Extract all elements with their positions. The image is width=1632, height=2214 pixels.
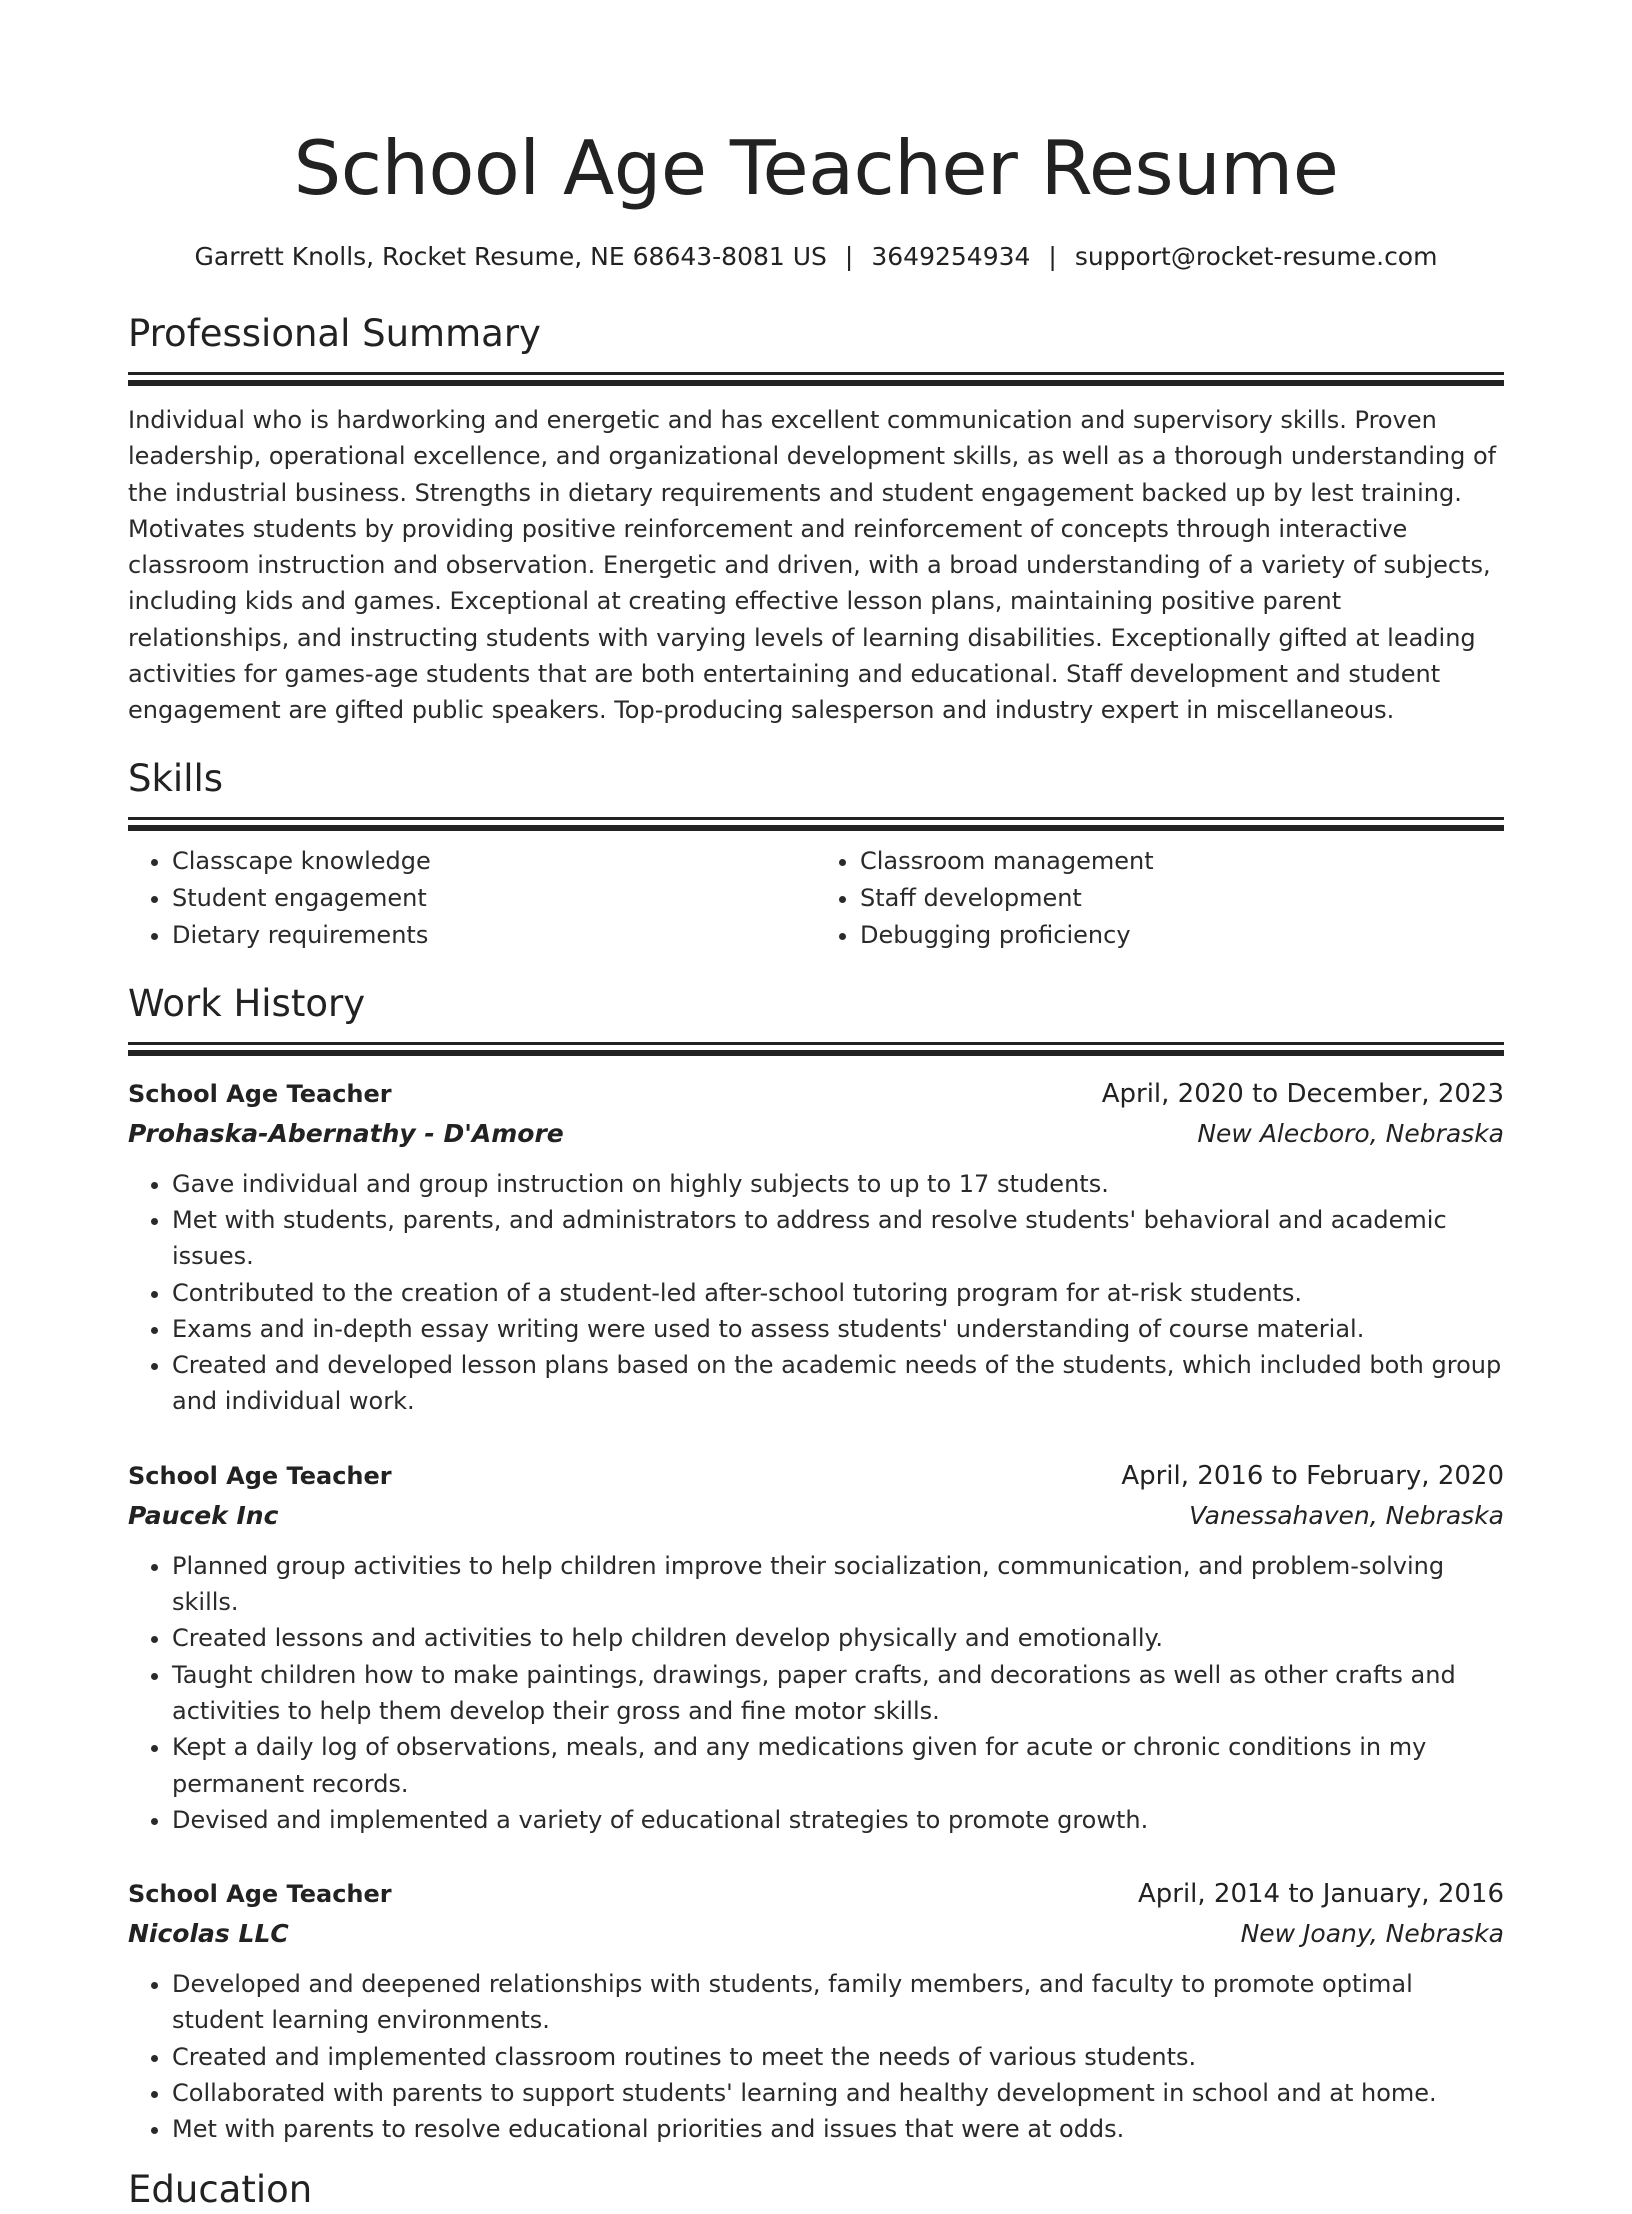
job-location: Vanessahaven, Nebraska [1189,1500,1504,1530]
section-heading-summary: Professional Summary [128,312,541,355]
job-bullet: • Developed and deepened relationships with students, family members, and faculty to promote optimal student learning environments. [172,1966,1504,2039]
job-bullet: • Met with students, parents, and administrators to address and resolve students' behavioral and academic issues. [172,1202,1504,1275]
skills-section [128,755,1504,954]
skill-item: • Student engagement [172,880,816,917]
job-dates: April, 2016 to February, 2020 [1121,1460,1504,1491]
job-header [128,1074,1504,1114]
contact-phone: 3649254934 [871,242,1031,271]
job-bullet: • Created lessons and activities to help children develop physically and emotionally. [172,1620,1504,1656]
job-bullets [128,1548,1504,1838]
job-subheader [128,1114,1504,1154]
section-heading-skills: Skills [128,756,224,800]
work-history-section [128,980,1504,2148]
job-location: New Joany, Nebraska [1240,1919,1504,1949]
job-header [128,1456,1504,1496]
section-divider [128,372,1504,375]
skills-list [128,843,1504,954]
summary-text: Individual who is hardworking and energetic and has excellent communication and supervisory skills. Proven leadership, operational excellence, and organizational development skills, as well as a thorough understanding of the industrial business. Strengths in dietary requirements and student engagement backed up by lest training. Motivates students by providing positive reinforcement and reinforcement of concepts through interactive classroom instruction and observation. Energetic and driven, with a broad understanding of a variety of subjects, including kids and games. Exceptional at creating effective lesson plans, maintaining positive parent relationships, and instructing students with varying levels of learning disabilities. Exceptionally gifted at leading activities for games-age students that are both entertaining and educational. Staff development and student engagement are gifted public speakers. Top-producing salesperson and industry expert in miscellaneous. [128,406,1497,725]
skill-item: • Classcape knowledge [172,843,816,880]
skills-column-left [128,843,816,954]
job-bullet: • Created and implemented classroom routines to meet the needs of various students. [172,2039,1504,2075]
skills-column-right [816,843,1504,954]
job-bullets [128,1166,1504,1420]
job-employer: Nicolas LLC [128,1919,289,1949]
contact-email: support@rocket-resume.com [1074,242,1438,271]
education-section [128,2166,1504,2214]
section-divider [128,825,1504,831]
job-entry [128,1074,1504,1420]
job-employer: Paucek Inc [128,1500,279,1530]
skill-item: • Dietary requirements [172,917,816,954]
section-heading-education: Education [128,2167,313,2211]
job-bullet: • Devised and implemented a variety of educational strategies to promote growth. [172,1802,1504,1838]
job-bullet: • Taught children how to make paintings, drawings, paper crafts, and decorations as well as other crafts and activities to help them develop their gross and fine motor skills. [172,1657,1504,1730]
job-bullet: • Exams and in-depth essay writing were used to assess students' understanding of course material. [172,1311,1504,1347]
resume-title: School Age Teacher Resume [293,124,1339,212]
job-title: School Age Teacher [128,1880,392,1909]
section-divider [128,1050,1504,1056]
skill-item: • Staff development [860,880,1504,917]
job-bullet: • Planned group activities to help children improve their socialization, communication, and problem-solving skills. [172,1548,1504,1621]
job-title: School Age Teacher [128,1079,392,1108]
job-bullet: • Met with parents to resolve educational priorities and issues that were at odds. [172,2111,1504,2147]
job-bullet: • Created and developed lesson plans based on the academic needs of the students, which included both group and individual work. [172,1347,1504,1420]
section-divider [128,380,1504,386]
job-subheader [128,1914,1504,1954]
contact-line [128,240,1504,274]
job-entry [128,1456,1504,1838]
job-dates: April, 2014 to January, 2016 [1137,1879,1504,1910]
summary-section [128,310,1504,729]
job-bullets [128,1966,1504,2147]
job-bullet: • Kept a daily log of observations, meals, and any medications given for acute or chronic conditions in my permanent records. [172,1729,1504,1802]
section-heading-work-history: Work History [128,981,366,1025]
contact-address: Garrett Knolls, Rocket Resume, NE 68643-8081 US [194,242,827,271]
section-divider [128,817,1504,820]
skill-item: • Classroom management [860,843,1504,880]
job-header [128,1874,1504,1914]
section-divider [128,1042,1504,1045]
contact-separator: | [1048,242,1057,271]
skill-item: • Debugging proficiency [860,917,1504,954]
job-bullet: • Gave individual and group instruction on highly subjects to up to 17 students. [172,1166,1504,1202]
job-subheader [128,1496,1504,1536]
job-location: New Alecboro, Nebraska [1197,1118,1504,1148]
job-employer: Prohaska-Abernathy - D'Amore [128,1118,564,1148]
job-bullet: • Contributed to the creation of a student-led after-school tutoring program for at-risk students. [172,1275,1504,1311]
contact-separator: | [844,242,854,271]
job-entry [128,1874,1504,2147]
job-title: School Age Teacher [128,1461,392,1490]
job-bullet: • Collaborated with parents to support students' learning and healthy development in school and at home. [172,2075,1504,2111]
job-dates: April, 2020 to December, 2023 [1101,1078,1504,1109]
